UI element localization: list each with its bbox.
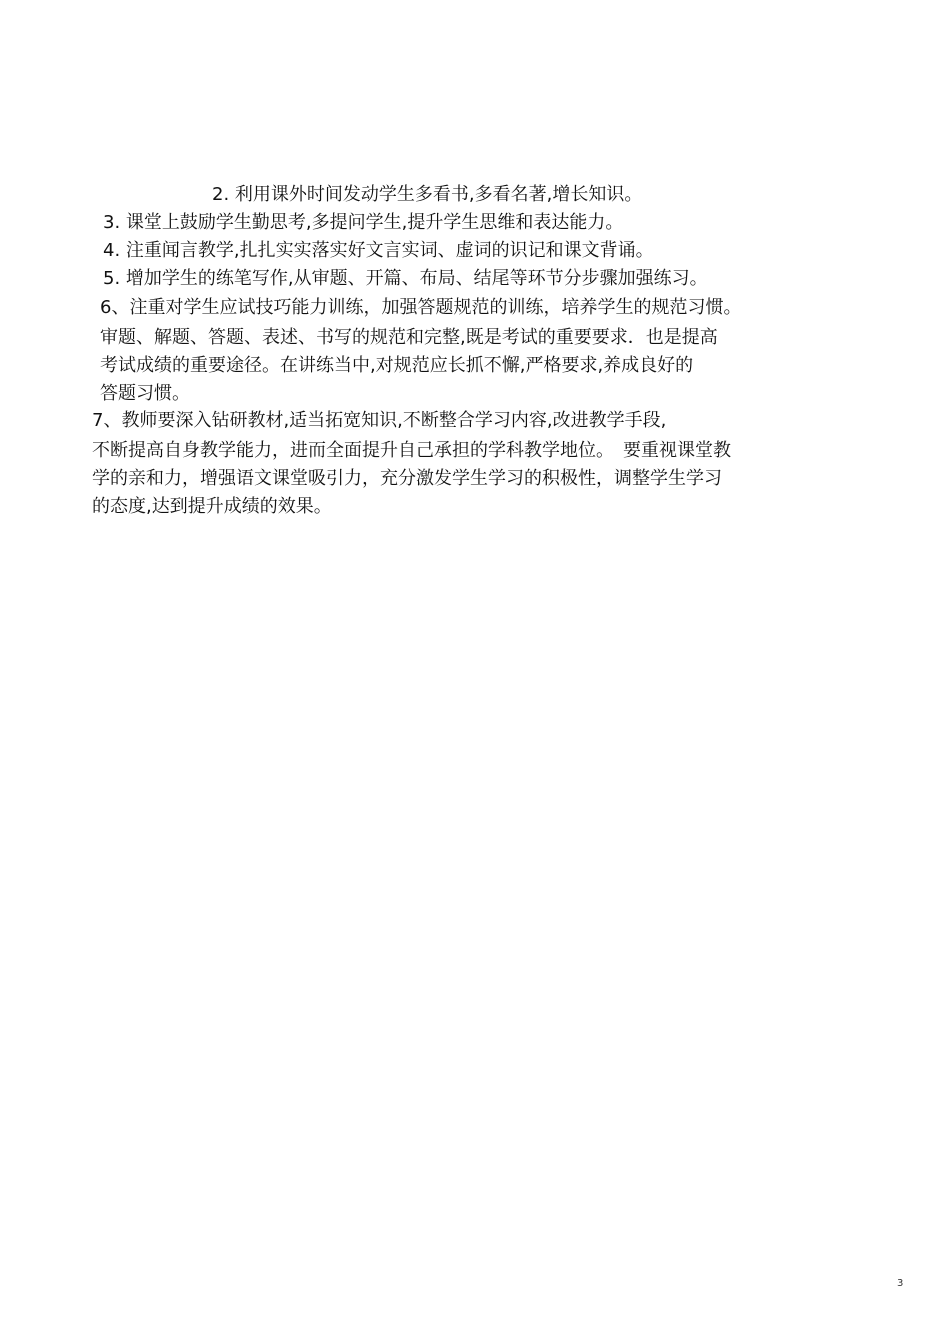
paragraph-line-item-7-cont-2: 学的亲和力，增强语文课堂吸引力，充分激发学生学习的积极性，调整学生学习 (92, 468, 722, 489)
page-number: 3 (897, 1278, 904, 1289)
paragraph-line-item-7-cont-1: 不断提高自身教学能力，进而全面提升自己承担的学科教学地位。 要重视课堂教 (92, 440, 731, 461)
paragraph-line-item-4: 4. 注重闻言教学,扎扎实实落实好文言实词、虚词的识记和课文背诵。 (103, 240, 654, 261)
paragraph-line-item-6: 6、注重对学生应试技巧能力训练，加强答题规范的训练，培养学生的规范习惯。 (100, 297, 742, 318)
paragraph-line-item-3: 3. 课堂上鼓励学生勤思考,多提问学生,提升学生思维和表达能力。 (103, 212, 624, 233)
paragraph-line-item-7-cont-3: 的态度,达到提升成绩的效果。 (92, 496, 332, 517)
paragraph-line-item-6-cont-2: 考试成绩的重要途径。在讲练当中,对规范应长抓不懈,严格要求,养成良好的 (100, 355, 694, 376)
paragraph-line-item-6-cont-3: 答题习惯。 (100, 383, 190, 404)
paragraph-line-item-5: 5. 增加学生的练笔写作,从审题、开篇、布局、结尾等环节分步骤加强练习。 (103, 268, 708, 289)
paragraph-line-item-2: 2. 利用课外时间发动学生多看书,多看名著,增长知识。 (212, 184, 643, 205)
paragraph-line-item-7: 7、教师要深入钻研教材,适当拓宽知识,不断整合学习内容,改进教学手段, (92, 410, 667, 431)
paragraph-line-item-6-cont-1: 审题、解题、答题、表述、书写的规范和完整,既是考试的重要要求．也是提高 (100, 327, 718, 348)
